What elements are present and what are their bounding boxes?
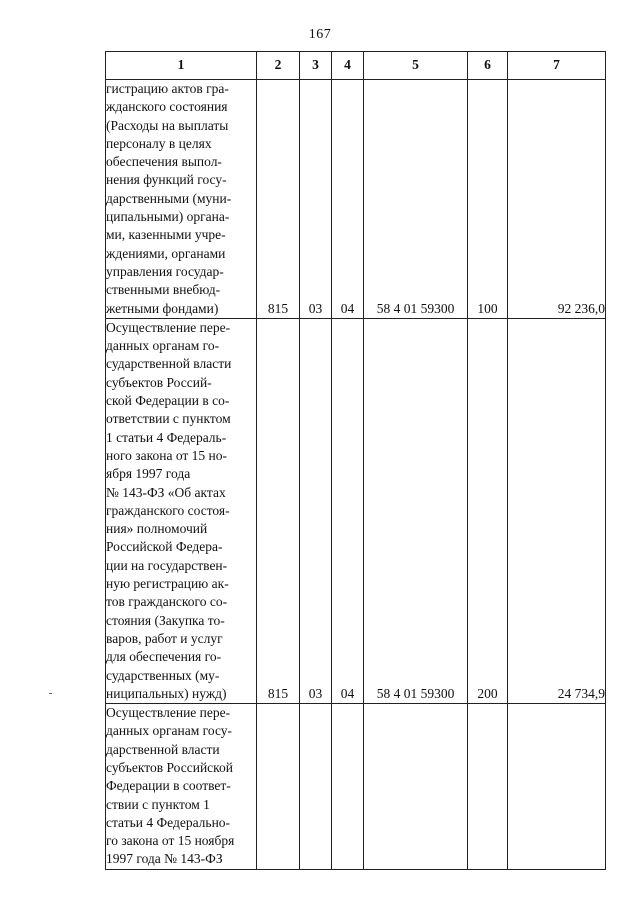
- cell-amount: [508, 704, 606, 870]
- column-header-3: 3: [300, 52, 332, 80]
- cell-ministry-code: [257, 704, 300, 870]
- cell-amount: 92 236,0: [508, 80, 606, 319]
- cell-section: [300, 704, 332, 870]
- cell-ministry-code: 815: [257, 80, 300, 319]
- column-header-7: 7: [508, 52, 606, 80]
- column-header-1: 1: [106, 52, 257, 80]
- cell-expense-type: 100: [468, 80, 508, 319]
- table-row: [106, 318, 606, 703]
- description-text: Осуществление пере- данных органам госу- дарственной власти субъектов Российской Федерации в соответ- ствии с пунктом 1 статьи 4 Федерально- го закона от 15 ноября 1997 года № 143-ФЗ: [106, 705, 235, 867]
- row-description: [106, 704, 257, 870]
- cell-target-article: 58 4 01 59300: [364, 80, 468, 319]
- budget-table: [105, 51, 606, 870]
- cell-subsection: 04: [332, 318, 364, 703]
- cell-target-article: 58 4 01 59300: [364, 318, 468, 703]
- cell-amount: 24 734,9: [508, 318, 606, 703]
- cell-target-article: [364, 704, 468, 870]
- cell-ministry-code: 815: [257, 318, 300, 703]
- cell-subsection: [332, 704, 364, 870]
- header-row: [106, 52, 606, 80]
- cell-subsection: 04: [332, 80, 364, 319]
- cell-section: 03: [300, 318, 332, 703]
- margin-mark: [49, 693, 52, 694]
- description-text: Осуществление пере- данных органам го- сударственной власти субъектов Россий- ской Федерации в со- ответствии с пунктом 1 статьи 4 Федераль- ного закона от 15 но- ября 1997 года № 143-ФЗ «Об актах гражданского состоя- ния» полномочий Российской Федера- ции на государствен- ную регистрацию ак- тов гражданского со- стояния (Закупка то- варов, работ и услуг для обеспечения го- сударственных (му- ниципальных) нужд): [106, 319, 232, 701]
- column-header-6: 6: [468, 52, 508, 80]
- column-header-5: 5: [364, 52, 468, 80]
- table-row: [106, 704, 606, 870]
- table-row: [106, 80, 606, 319]
- column-header-2: 2: [257, 52, 300, 80]
- cell-expense-type: 200: [468, 318, 508, 703]
- row-description: [106, 80, 257, 319]
- description-text: гистрацию актов гра- жданского состояния (Расходы на выплаты персоналу в целях обеспечения выпол- нения функций госу- дарственными (муни- ципальными) органа- ми, казенными учре- ждениями, органами управления государ- ственными внебюд- жетными фондами): [106, 81, 232, 316]
- column-header-4: 4: [332, 52, 364, 80]
- cell-expense-type: [468, 704, 508, 870]
- page-number: 167: [308, 27, 332, 42]
- cell-section: 03: [300, 80, 332, 319]
- row-description: [106, 318, 257, 703]
